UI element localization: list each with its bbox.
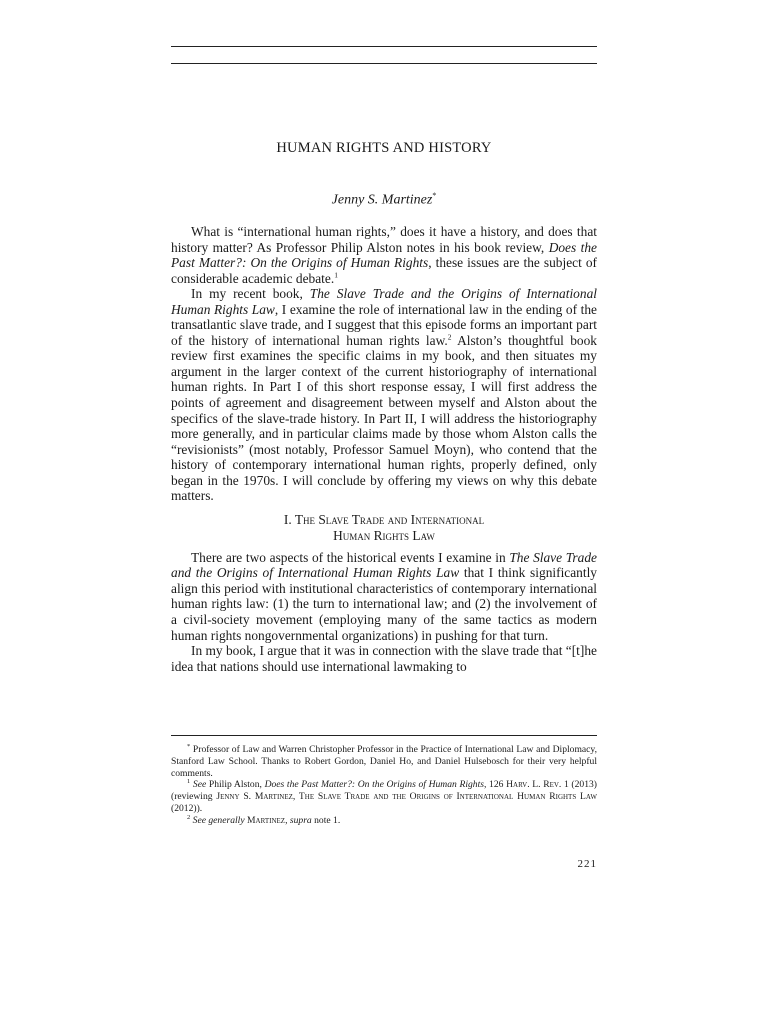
paragraph-text: Alston’s thoughtful book review first examines the specific claims in my book, and then situates my argument in the larger context of the current historiography of international human rights. In Part I of this short response essay, I will first address the points of agreement and disagreement between myself and Alston about the specifics of the slave-trade history. In Part II, I will address the historiography more generally, and in particular claims made by those whom Alston calls the “revisionists” (most notably, Professor Samuel Moyn), who contend that the history of contemporary international human rights, properly defined, only began in the 1970s. I will conclude by offering my views on why this debate matters. <box>171 332 597 504</box>
footnote-marker: * <box>187 742 191 750</box>
footnote-2 <box>171 815 597 827</box>
page <box>171 0 597 1024</box>
paragraph-text: In my book, I argue that it was in connection with the slave trade that “[t]he idea that nations should use international lawmaking to <box>171 643 597 674</box>
page-number: 221 <box>577 858 597 870</box>
footnote-text: note 1. <box>311 814 341 826</box>
paragraph-text: There are two aspects of the historical events I examine in <box>191 549 510 565</box>
footnote-rule <box>171 735 597 736</box>
paragraph-text: that I think significantly align this period with institutional characteristics of contemporary international human rights law: (1) the turn to international law; and (2) the involvement of a civil-society movement (employing many of the same tactics as modern human rights nongovernmental organizations) in pushing for that turn. <box>171 565 598 643</box>
footnote-text: (2012)). <box>171 802 203 814</box>
journal-name: Harv. L. Rev. <box>506 779 562 791</box>
footnote-text: 1 (2013) (reviewing <box>171 779 597 803</box>
author-name: Jenny S. Martinez <box>331 192 433 208</box>
footnote-marker: 2 <box>187 813 191 821</box>
author-footnote-marker: * <box>432 191 437 200</box>
cited-title: The Slave Trade and the Origins of International Human Rights Law <box>171 549 597 581</box>
footnote-star <box>171 744 597 779</box>
footnote-ref: 1 <box>334 270 338 280</box>
section-heading-line-2: Human Rights Law <box>333 527 435 543</box>
footnote-text: , 126 <box>484 779 507 791</box>
article-title: HUMAN RIGHTS AND HISTORY <box>276 140 492 156</box>
footnote-ref: 2 <box>447 332 452 342</box>
section-heading <box>171 512 597 544</box>
footnote-marker: 1 <box>187 778 191 786</box>
footnotes <box>171 744 597 827</box>
cited-book: Jenny S. Martinez, The Slave Trade and the Origins of International Human Rights Law <box>216 791 597 803</box>
cited-title: The Slave Trade and the Origins of International Human Rights Law <box>171 286 597 317</box>
footnote-text: Professor of Law and Warren Christopher Professor in the Practice of International Law and Diplomacy, Stanford Law School. Thanks to Robert Gordon, Daniel Ho, and Daniel Hulsebosch for their very helpful comments. <box>171 744 597 779</box>
signal-text: See <box>192 779 207 791</box>
footnote-text: Philip Alston, <box>206 779 265 791</box>
signal-text: supra <box>289 814 312 826</box>
paragraph-3 <box>171 550 597 643</box>
signal-text: See generally <box>192 814 245 826</box>
article-body <box>171 224 597 674</box>
paragraph-2 <box>171 286 597 504</box>
paragraph-text: , I examine the role of international law in the ending of the transatlantic slave trade, and I suggest that this episode forms an important part of the history of international human rights law. <box>171 301 597 348</box>
paragraph-4 <box>171 643 597 674</box>
cited-title: Does the Past Matter?: On the Origins of Human Rights <box>264 779 484 791</box>
cited-title: Does the Past Matter?: On the Origins of Human Rights <box>171 239 597 271</box>
paragraph-text: In my recent book, <box>191 286 310 302</box>
paragraph-text: , these issues are the subject of considerable academic debate. <box>171 255 597 286</box>
footnote-text: , <box>285 814 290 826</box>
section-heading-line-1: I. The Slave Trade and International <box>283 511 485 527</box>
header-rule-top <box>171 46 597 47</box>
cited-author: Martinez <box>247 814 286 826</box>
author-line <box>171 191 597 209</box>
header-rule-bottom <box>171 63 597 64</box>
paragraph-1 <box>171 224 597 286</box>
footnote-1 <box>171 779 597 814</box>
paragraph-text: What is “international human rights,” does it have a history, and does that history matter? As Professor Philip Alston notes in his book review, <box>171 224 597 255</box>
